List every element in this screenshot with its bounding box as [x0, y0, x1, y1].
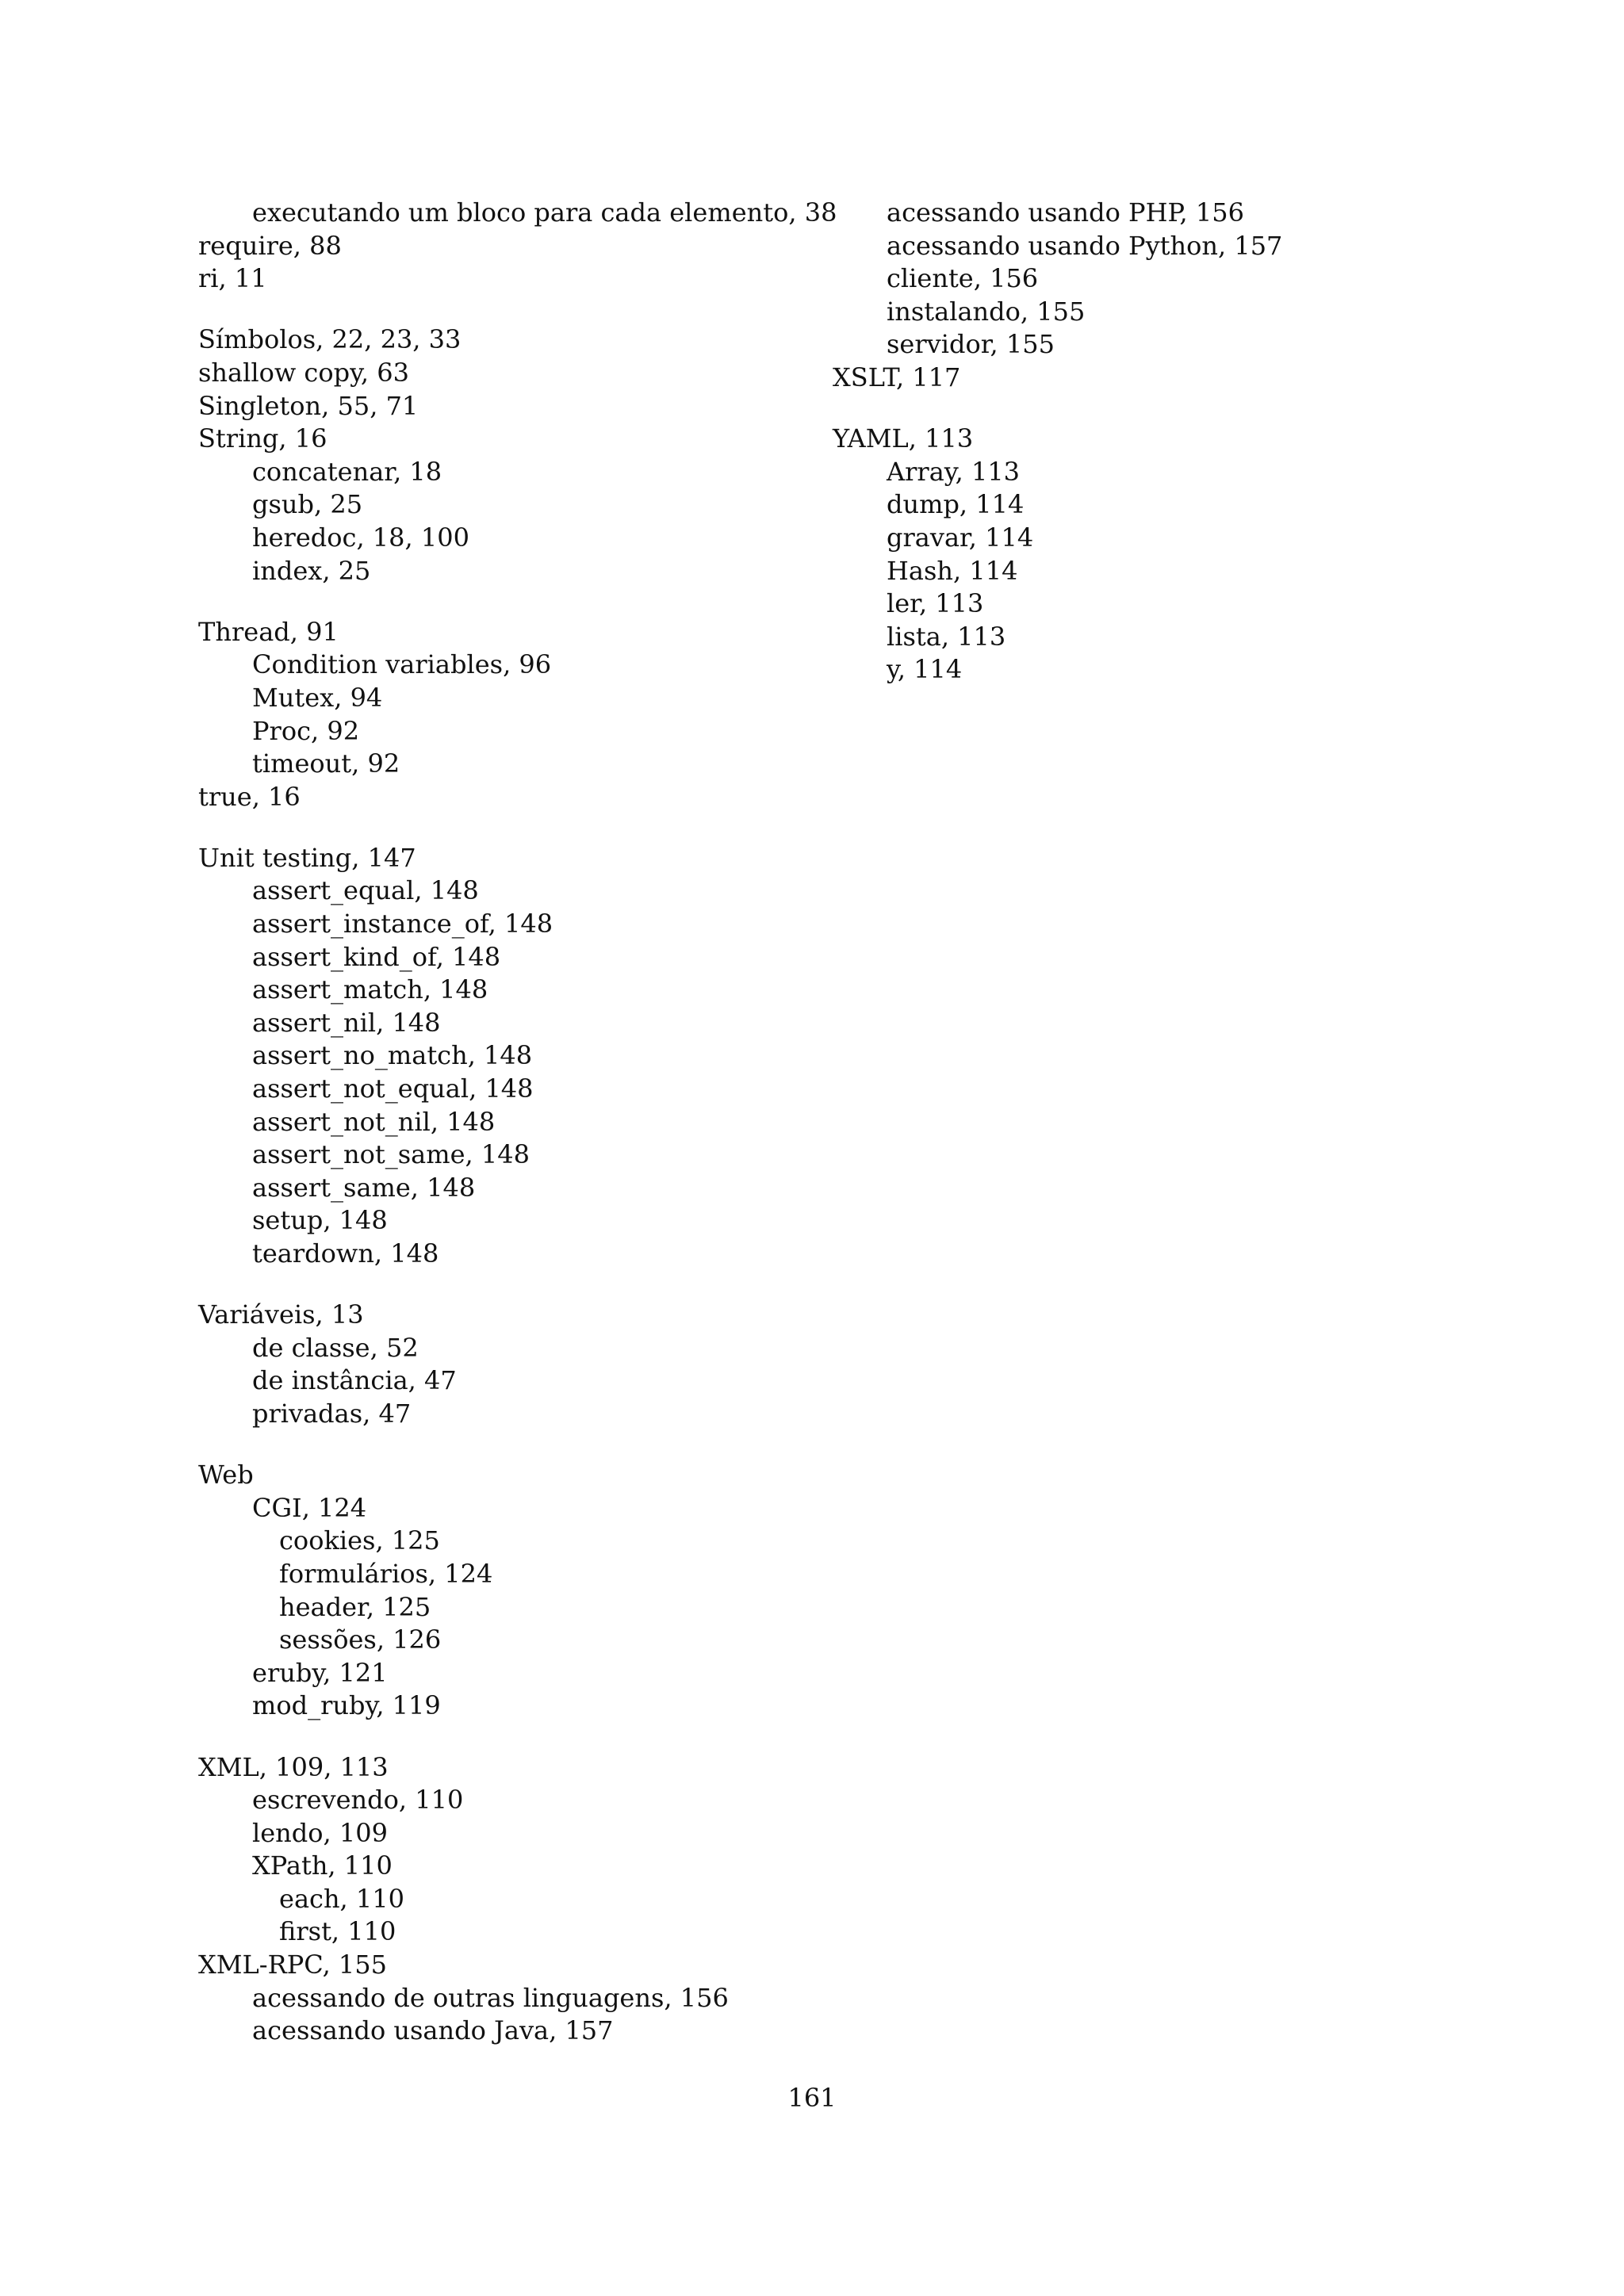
index-subsubentry: cookies, 125: [279, 1525, 440, 1556]
index-subsubentry: formulários, 124: [279, 1558, 493, 1589]
index-subentry: Proc, 92: [252, 715, 360, 746]
index-group-gap: [198, 296, 817, 324]
index-subentry: escrevendo, 110: [252, 1785, 464, 1816]
index-entry: Web: [198, 1460, 254, 1490]
index-entry: Thread, 91: [198, 616, 339, 647]
index-entry: Símbolos, 22, 23, 33: [198, 324, 462, 355]
index-entry: XML, 109, 113: [198, 1751, 389, 1782]
index-subentry: assert_kind_of, 148: [252, 941, 501, 972]
index-subentry: servidor, 155: [887, 329, 1055, 360]
index-group-gap: [198, 1271, 817, 1299]
index-subentry: assert_nil, 148: [252, 1007, 441, 1038]
index-subentry: acessando usando Python, 157: [887, 230, 1283, 261]
index-subentry: assert_instance_of, 148: [252, 909, 553, 939]
index-column-right: [833, 197, 1435, 687]
index-subentry: executando um bloco para cada elemento, 38: [252, 197, 837, 228]
index-subsubentry: header, 125: [279, 1591, 431, 1622]
index-subsubentry: first, 110: [279, 1916, 396, 1947]
index-subentry: concatenar, 18: [252, 456, 442, 487]
index-subentry: cliente, 156: [887, 263, 1039, 294]
index-subentry: assert_equal, 148: [252, 875, 479, 906]
index-column-left: [198, 197, 837, 2048]
index-subentry: de instância, 47: [252, 1365, 457, 1396]
index-entry: XML-RPC, 155: [198, 1950, 387, 1980]
index-subentry: teardown, 148: [252, 1238, 439, 1269]
index-subentry: dump, 114: [887, 489, 1025, 520]
index-group-gap: [833, 395, 1435, 423]
index-entry: shallow copy, 63: [198, 357, 409, 388]
index-subentry: index, 25: [252, 555, 371, 586]
index-subentry: assert_not_same, 148: [252, 1139, 530, 1170]
index-subentry: acessando usando Java, 157: [252, 2015, 614, 2046]
index-group-gap: [198, 813, 817, 842]
index-subentry: setup, 148: [252, 1205, 388, 1236]
index-subentry: ler, 113: [887, 588, 984, 619]
index-subentry: acessando de outras linguagens, 156: [252, 1982, 729, 2013]
index-subentry: Array, 113: [887, 456, 1021, 487]
index-subentry: assert_same, 148: [252, 1172, 476, 1203]
index-entry: Variáveis, 13: [198, 1299, 364, 1330]
index-entry: YAML, 113: [833, 423, 974, 454]
index-subentry: gravar, 114: [887, 522, 1034, 553]
index-subentry: eruby, 121: [252, 1657, 388, 1688]
index-subentry: heredoc, 18, 100: [252, 522, 469, 553]
index-entry: Unit testing, 147: [198, 842, 416, 873]
index-subentry: Condition variables, 96: [252, 649, 552, 680]
index-subentry: CGI, 124: [252, 1492, 367, 1523]
page-number: 161: [787, 2083, 837, 2113]
index-subentry: timeout, 92: [252, 748, 400, 779]
index-subentry: assert_match, 148: [252, 974, 488, 1005]
index-entry: String, 16: [198, 423, 327, 454]
index-subentry: gsub, 25: [252, 489, 363, 520]
index-subentry: XPath, 110: [252, 1850, 393, 1881]
index-subentry: instalando, 155: [887, 296, 1086, 327]
index-entry: true, 16: [198, 781, 301, 812]
index-entry: ri, 11: [198, 263, 267, 294]
index-subentry: acessando usando PHP, 156: [887, 197, 1244, 228]
index-subsubentry: sessões, 126: [279, 1624, 442, 1655]
index-subentry: assert_not_equal, 148: [252, 1073, 534, 1104]
index-entry: Singleton, 55, 71: [198, 390, 419, 421]
index-entry: require, 88: [198, 230, 342, 261]
index-subentry: privadas, 47: [252, 1398, 412, 1429]
index-group-gap: [198, 1723, 817, 1751]
index-subentry: Mutex, 94: [252, 682, 383, 713]
index-subentry: de classe, 52: [252, 1332, 419, 1363]
index-entry: XSLT, 117: [833, 362, 961, 392]
index-subentry: Hash, 114: [887, 555, 1018, 586]
index-subentry: assert_no_match, 148: [252, 1040, 533, 1071]
index-subentry: y, 114: [887, 654, 963, 685]
index-subentry: lendo, 109: [252, 1817, 388, 1848]
index-subentry: assert_not_nil, 148: [252, 1106, 496, 1137]
index-subentry: lista, 113: [887, 621, 1006, 652]
index-subentry: mod_ruby, 119: [252, 1690, 441, 1721]
index-group-gap: [198, 1431, 817, 1460]
index-subsubentry: each, 110: [279, 1883, 404, 1914]
index-group-gap: [198, 587, 817, 616]
